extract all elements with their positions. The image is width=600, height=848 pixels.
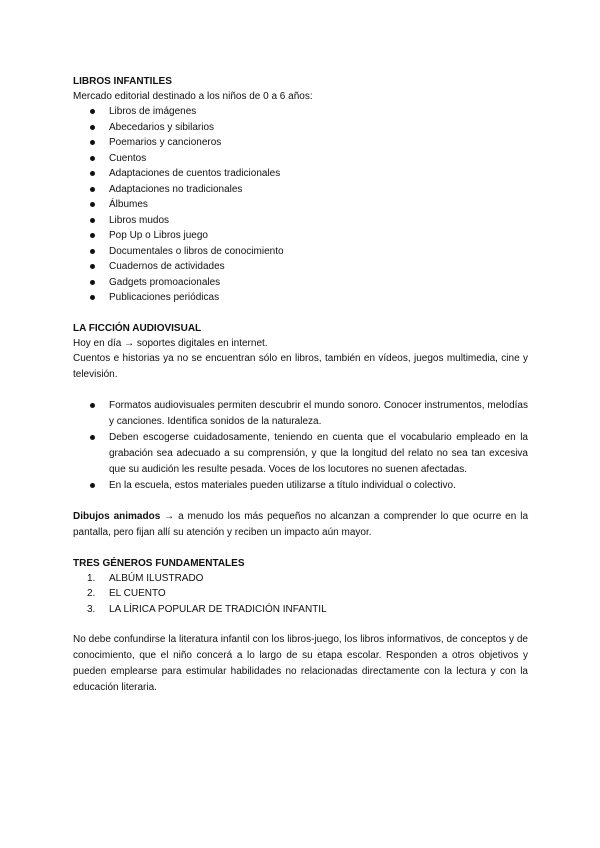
list-item — [73, 571, 528, 587]
audiovisual-list — [73, 398, 528, 494]
list-item: Libros de imágenes — [73, 104, 528, 120]
list-item: Álbumes — [73, 197, 528, 213]
list-label: ALBÚM ILUSTRADO — [109, 572, 204, 584]
paragraph-cuentos: Cuentos e historias ya no se encuentran sólo en libros, también en vídeos, juegos multimedia, cine y televisión. — [73, 352, 528, 380]
document-content — [73, 74, 528, 696]
list-item: Poemarios y cancioneros — [73, 135, 528, 151]
list-item — [73, 586, 528, 602]
paragraph-soportes: Hoy en día → soportes digitales en internet. — [73, 337, 268, 349]
list-item: Formatos audiovisuales permiten descubrir el mundo sonoro. Conocer instrumentos, melodías y canciones. Identifica sonidos de la naturaleza. — [73, 398, 528, 430]
section-heading-ficcion-audiovisual: LA FICCIÓN AUDIOVISUAL — [73, 322, 202, 334]
list-number: 1. — [87, 572, 96, 584]
list-number: 2. — [87, 588, 96, 599]
list-item — [73, 602, 528, 618]
list-item: Pop Up o Libros juego — [73, 228, 528, 244]
list-label: LA LÍRICA POPULAR DE TRADICIÓN INFANTIL — [109, 603, 327, 615]
list-item: Documentales o libros de conocimiento — [73, 244, 528, 260]
section-heading-tres-generos: TRES GÉNEROS FUNDAMENTALES — [73, 557, 245, 569]
list-label: EL CUENTO — [109, 588, 166, 599]
list-number: 3. — [87, 603, 96, 615]
section-heading-libros-infantiles: LIBROS INFANTILES — [73, 76, 172, 87]
libros-list — [73, 104, 528, 306]
paragraph-dibujos — [73, 509, 528, 541]
paragraph-closing: No debe confundirse la literatura infantil con los libros-juego, los libros informativos, de conceptos y de conocimiento, que el niño concerá a lo largo de su etapa escolar. Responden a otros objetivos y pueden emplearse para estimular habilidades no relacionadas directamente con la lectura y con la educación literaria. — [73, 634, 528, 693]
list-item: Cuentos — [73, 151, 528, 167]
list-item: Libros mudos — [73, 213, 528, 229]
list-item: Cuadernos de actividades — [73, 259, 528, 275]
dibujos-label: Dibujos animados — [73, 510, 161, 522]
list-item: Gadgets promoacionales — [73, 275, 528, 291]
list-item: En la escuela, estos materiales pueden utilizarse a título individual o colectivo. — [73, 478, 528, 494]
list-item: Publicaciones periódicas — [73, 290, 528, 306]
generos-list — [73, 571, 528, 618]
list-item: Adaptaciones no tradicionales — [73, 182, 528, 198]
section-intro: Mercado editorial destinado a los niños de 0 a 6 años: — [73, 91, 313, 102]
list-item: Deben escogerse cuidadosamente, teniendo en cuenta que el vocabulario empleado en la grabación sea adecuado a su comprensión, y que la longitud del relato no sea tan excesiva que su audición les resulte pesada. Voces de los locutores no suenen afectadas. — [73, 430, 528, 478]
list-item: Abecedarios y sibilarios — [73, 120, 528, 136]
list-item: Adaptaciones de cuentos tradicionales — [73, 166, 528, 182]
dibujos-text: → a menudo los más pequeños no alcanzan a comprender lo que ocurre en la pantalla, pero fijan allí su atención y reciben un impacto aún mayor. — [73, 510, 528, 538]
